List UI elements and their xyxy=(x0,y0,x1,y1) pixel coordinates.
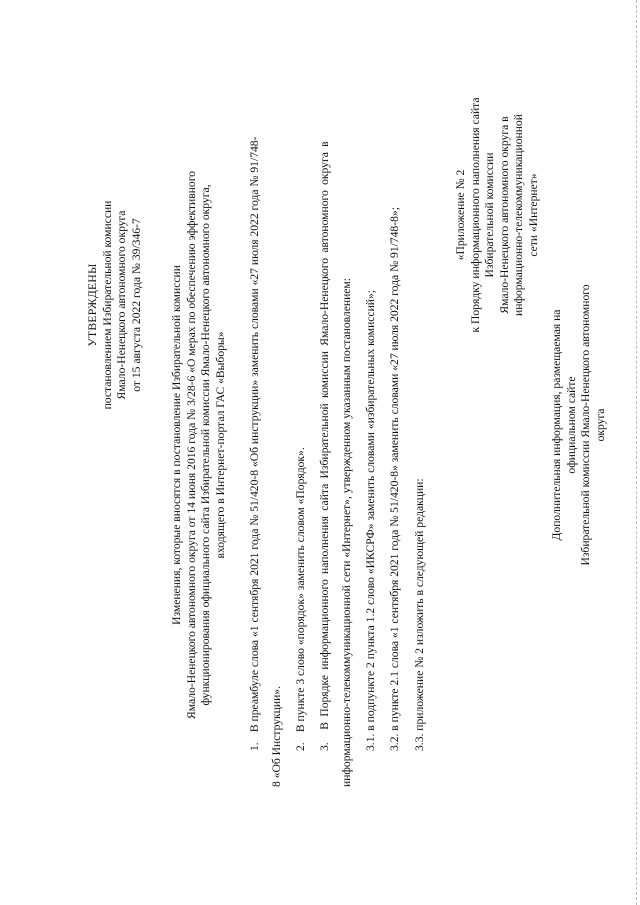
changes-list xyxy=(248,27,437,787)
appendix-line: Ямало-Ненецкого автономного округа в xyxy=(497,116,511,314)
appendix-line: сети «Интернет» xyxy=(526,173,540,257)
approval-line: от 15 августа 2022 года № 39/346-7 xyxy=(129,218,143,392)
list-item xyxy=(294,27,309,787)
list-item xyxy=(413,27,428,787)
changes-line: Изменения, которые вносятся в постановление Избирательной комиссии xyxy=(170,265,183,625)
item-text: 3.2. в пункте 2.1 слова «1 сентября 2021 года № 51/420-8» заменить словами «27 июля 2022 года № 91/748-8»; xyxy=(388,207,402,751)
extra-info-line: Избирательной комиссии Ямало-Ненецкого автономного округа xyxy=(579,284,607,566)
item-text: В преамбуле слова «1 сентября 2021 года № 51/420-8 «Об инструкции» заменить словами «27 июля 2022 года № 91/748- xyxy=(248,136,261,733)
appendix-line: информационно-телекоммуникационной xyxy=(512,114,525,316)
appendix-line: к Порядку информационного наполнения сайта xyxy=(468,97,482,333)
changes-line: функционирования официального сайта Избирательной комиссии Ямало-Ненецкого автономного округа, xyxy=(199,184,212,706)
page-edge-dots xyxy=(636,0,637,905)
item-text: 3.1. в подпункте 2 пункта 1.2 слово «ИКСРФ» заменить словами «избирательных комиссий»; xyxy=(364,289,378,751)
approval-line: Ямало-Ненецкого автономного округа xyxy=(115,210,128,400)
changes-line: Ямало-Ненецкого автономного округа от 14 июня 2016 года № 3/28-6 «О мерах по обеспечению эффективного xyxy=(184,171,198,719)
item-number: 3. xyxy=(318,742,332,751)
approval-title: УТВЕРЖДЕНЫ xyxy=(86,263,99,347)
item-number: 1. xyxy=(248,742,261,751)
item-continuation: 8 «Об Инструкции». xyxy=(269,686,283,787)
item-text: В пункте 3 слово «порядок» заменить словом «Порядок». xyxy=(293,447,307,733)
list-item xyxy=(248,27,284,787)
list-item xyxy=(364,27,379,787)
item-continuation: информационно-телекоммуникационной сети «Интернет», утвержденном указанным постановлением: xyxy=(339,278,353,787)
item-text: 3.3. приложение № 2 изложить в следующей редакции: xyxy=(412,478,426,751)
approval-stamp xyxy=(86,95,144,515)
item-number: 2. xyxy=(293,742,307,751)
changes-heading xyxy=(170,171,228,719)
appendix-heading xyxy=(454,65,541,365)
appendix-line: «Приложение № 2 xyxy=(454,169,467,261)
changes-line: входящего в Интернет-портал ГАС «Выборы» xyxy=(213,331,227,559)
list-item xyxy=(318,27,354,787)
extra-info-heading xyxy=(550,275,608,575)
appendix-line: Избирательной комиссии xyxy=(483,152,496,278)
item-text: В Порядке информационного наполнения сайта Избирательной комиссии Ямало-Ненецкого автономного округа в xyxy=(318,141,332,730)
extra-info-line: Дополнительная информация, размещаемая на официальном сайте xyxy=(550,309,578,541)
approval-line: постановлением Избирательной комиссии xyxy=(100,200,114,410)
list-item xyxy=(388,27,403,787)
